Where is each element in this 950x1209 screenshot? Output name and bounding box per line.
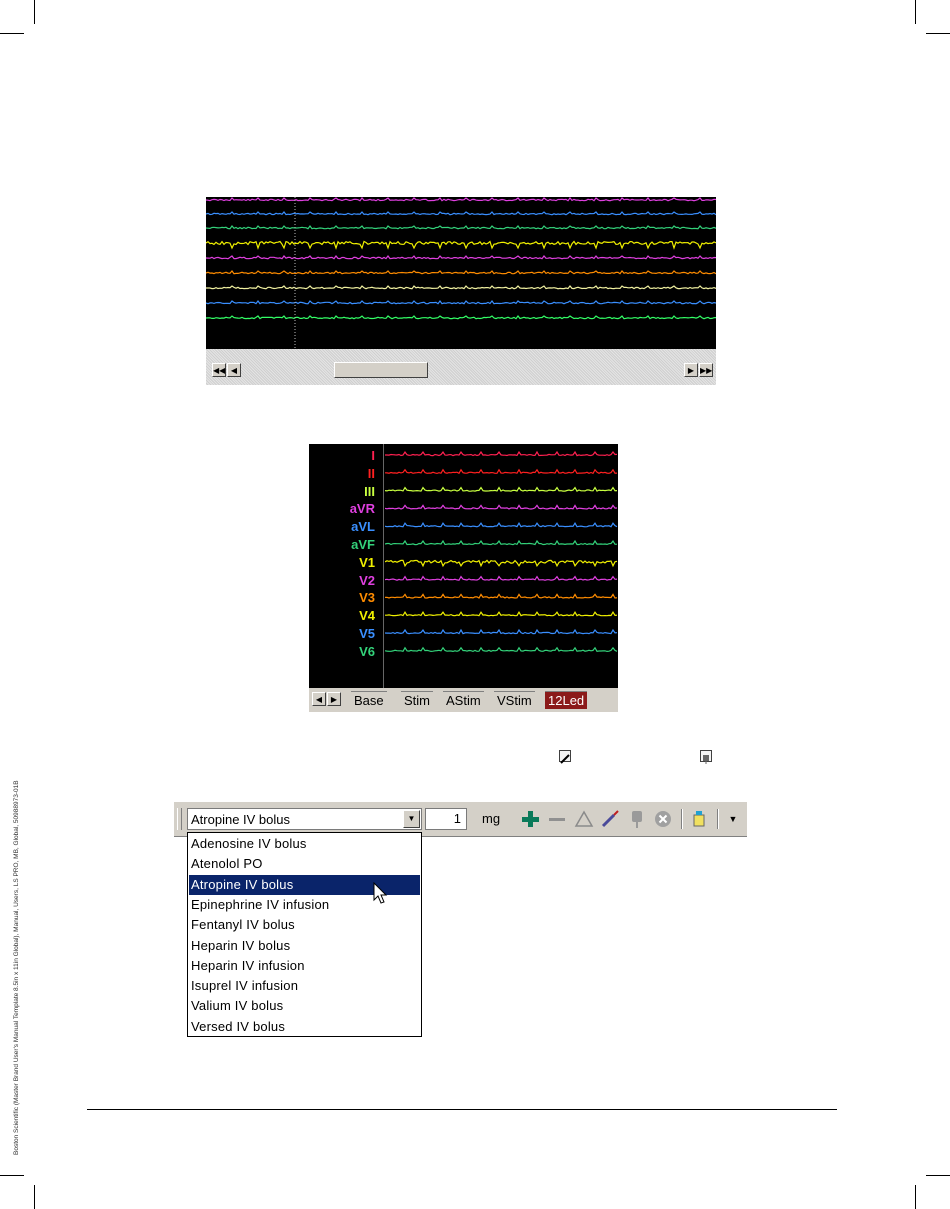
tab-bar (309, 688, 618, 712)
lead-label-avr: aVR (349, 501, 375, 517)
rewind-icon[interactable]: ◀◀ (212, 363, 226, 377)
dropdown-option[interactable]: Heparin IV bolus (191, 937, 291, 953)
tab-base[interactable]: Base (351, 691, 387, 709)
dropdown-option[interactable]: Epinephrine IV infusion (191, 896, 330, 912)
lead-trace-v2 (385, 577, 617, 581)
side-footer-text: Boston Scientific (Master Brand User's Manual Template 8.5in x 11in Global), Manual, Users, LS PRO, MB, Global, 50988973-01B (13, 780, 20, 1155)
lead-label-v6: V6 (359, 643, 375, 659)
lead-label-iii: III (364, 483, 375, 499)
crop-mark (915, 0, 916, 24)
dropdown-option[interactable]: Versed IV bolus (191, 1018, 286, 1034)
lead-label-v5: V5 (359, 626, 375, 641)
lead-trace-avr (385, 505, 617, 509)
iv-bag-icon[interactable] (627, 809, 647, 829)
syringe-icon[interactable] (600, 809, 620, 829)
crop-mark (0, 33, 24, 34)
add-icon[interactable] (520, 809, 540, 829)
scroll-right-icon[interactable]: ▶ (684, 363, 698, 377)
lead-trace-v6 (385, 648, 617, 652)
chevron-down-icon[interactable]: ▼ (403, 810, 420, 828)
crop-mark (34, 0, 35, 24)
lead-trace-v5 (385, 630, 617, 634)
iv-bag-icon (700, 750, 712, 762)
quantity-field[interactable]: 1 (425, 808, 467, 830)
crop-mark (0, 1175, 24, 1176)
tab-scroll-right-icon[interactable]: ▶ (327, 692, 341, 706)
strip-trace (206, 242, 716, 249)
strip-trace (206, 271, 716, 274)
ecg-strip-canvas (206, 197, 716, 349)
lead-labels (309, 444, 383, 688)
lead-trace-avl (385, 523, 617, 527)
dropdown-option[interactable]: Atropine IV bolus (189, 875, 420, 895)
dropdown-option[interactable]: Valium IV bolus (191, 998, 284, 1014)
strip-scrollbar[interactable] (206, 349, 716, 385)
crop-mark (915, 1185, 916, 1209)
strip-trace (206, 212, 716, 215)
scrollbar-thumb[interactable] (334, 362, 428, 378)
tab-astim[interactable]: AStim (443, 691, 484, 709)
crop-mark (926, 33, 950, 34)
lead-trace-v1 (385, 560, 617, 565)
lead-label-avf: aVF (351, 537, 375, 552)
remove-icon[interactable] (547, 809, 567, 829)
strip-trace (206, 301, 716, 304)
mouse-cursor-icon (373, 882, 389, 906)
lead-trace-ii (385, 470, 617, 474)
unit-label: mg (482, 811, 501, 826)
scroll-left-icon[interactable]: ◀ (227, 363, 241, 377)
tab-12led[interactable]: 12Led (545, 691, 587, 709)
crop-mark (34, 1185, 35, 1209)
drug-select[interactable] (187, 808, 422, 830)
drug-dropdown-list[interactable] (187, 832, 422, 1037)
twelve-lead-figure (309, 444, 618, 712)
lead-divider (383, 444, 384, 688)
strip-trace (206, 226, 716, 229)
dropdown-option[interactable]: Adenosine IV bolus (191, 836, 307, 851)
strip-figure (206, 197, 718, 388)
lead-trace-iii (385, 488, 617, 492)
crop-mark (926, 1175, 950, 1176)
side-footer (2, 735, 18, 1155)
cancel-icon[interactable] (653, 809, 673, 829)
lead-trace-avf (385, 541, 617, 545)
tab-stim[interactable]: Stim (401, 691, 433, 709)
tab-vstim[interactable]: VStim (494, 691, 535, 709)
lead-label-avl: aVL (351, 519, 375, 535)
syringe-icon (559, 750, 571, 762)
lead-label-v1: V1 (359, 554, 375, 570)
twelve-lead-traces (385, 444, 618, 688)
toolbar-separator (681, 809, 683, 829)
ecg-strip-traces (206, 197, 716, 349)
dropdown-option[interactable]: Heparin IV infusion (191, 957, 305, 973)
dropdown-option[interactable]: Isuprel IV infusion (191, 978, 299, 994)
lead-label-i: I (371, 448, 375, 463)
toolbar-separator (717, 809, 719, 829)
fast-forward-icon[interactable]: ▶▶ (699, 363, 713, 377)
lead-trace-v3 (385, 594, 617, 598)
overflow-arrow-icon[interactable]: ▼ (728, 814, 738, 824)
lead-label-v3: V3 (359, 590, 375, 606)
strip-trace (206, 286, 716, 289)
lead-label-v4: V4 (359, 608, 375, 624)
strip-trace (206, 316, 716, 319)
tab-scroll-left-icon[interactable]: ◀ (312, 692, 326, 706)
dropdown-option[interactable]: Atenolol PO (191, 856, 263, 872)
lead-label-ii: II (367, 465, 375, 481)
toolbar-grip[interactable] (177, 808, 182, 830)
refill-icon[interactable] (689, 809, 709, 829)
footer-rule (87, 1109, 837, 1110)
lead-trace-v4 (385, 612, 617, 616)
dropdown-option[interactable]: Fentanyl IV bolus (191, 917, 295, 933)
lead-label-v2: V2 (359, 572, 375, 588)
strip-trace (206, 198, 716, 201)
drug-select-value: Atropine IV bolus (191, 812, 291, 827)
lead-trace-i (385, 452, 617, 456)
delta-icon[interactable] (574, 809, 594, 829)
strip-trace (206, 256, 716, 259)
